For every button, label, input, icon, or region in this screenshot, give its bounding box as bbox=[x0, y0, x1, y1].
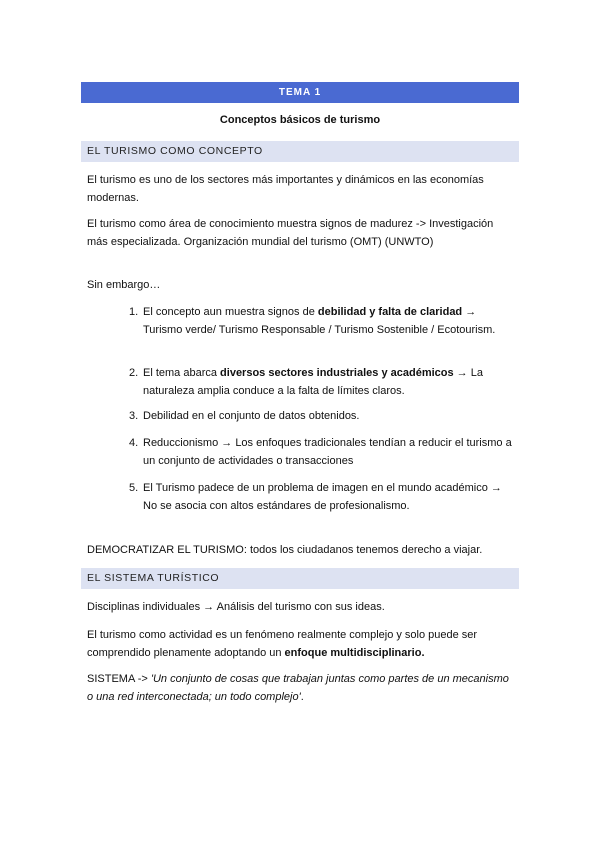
list-text: → Turismo verde/ Turismo Responsable / Turismo Sostenible / Ecotourism. bbox=[143, 306, 496, 336]
list-number: 1. bbox=[129, 306, 139, 318]
list-item bbox=[129, 303, 513, 339]
list-text: Debilidad en el conjunto de datos obtenidos. bbox=[143, 410, 360, 422]
paragraph-text: SISTEMA -> bbox=[87, 673, 151, 685]
paragraph-text-italic: 'Un conjunto de cosas que trabajan juntas como partes de un mecanismo o una red interconectada; un todo complejo' bbox=[87, 673, 509, 703]
list-number: 5. bbox=[129, 482, 139, 494]
list-number: 4. bbox=[129, 437, 139, 449]
paragraph-knowledge-area: El turismo como área de conocimiento muestra signos de madurez -> Investigación más especializada. Organización mundial del turismo (OMT) (UNWTO) bbox=[87, 218, 494, 248]
list-item bbox=[129, 407, 513, 425]
paragraph-text: El turismo como actividad es un fenómeno realmente complejo y solo puede ser comprendido plenamente adoptando un bbox=[87, 629, 478, 659]
list-text-bold: debilidad y falta de claridad bbox=[317, 306, 463, 318]
list-number: 2. bbox=[129, 367, 139, 379]
list-item bbox=[129, 364, 513, 400]
paragraph-text-bold: enfoque multidisciplinario. bbox=[284, 647, 425, 659]
list-number: 3. bbox=[129, 410, 139, 422]
list-text: El Turismo padece de un problema de imagen en el mundo académico → No se asocia con altos estándares de profesionalismo. bbox=[143, 482, 502, 512]
topic-banner: TEMA 1 bbox=[81, 82, 519, 103]
paragraph-system-definition bbox=[87, 670, 513, 706]
list-item bbox=[129, 434, 513, 470]
list-text: El tema abarca bbox=[143, 367, 221, 379]
paragraph-complex-phenomenon bbox=[87, 626, 513, 662]
list-text: Reduccionismo → Los enfoques tradicionales tendían a reducir el turismo a un conjunto de actividades o transacciones bbox=[143, 437, 512, 467]
list-item bbox=[129, 479, 513, 515]
paragraph-disciplines: Disciplinas individuales → Análisis del turismo con sus ideas. bbox=[87, 601, 385, 613]
paragraph-however: Sin embargo… bbox=[87, 279, 161, 291]
list-text-bold: diversos sectores industriales y académicos bbox=[220, 367, 454, 379]
document-subtitle: Conceptos básicos de turismo bbox=[219, 114, 381, 126]
list-text: → La naturaleza amplia conduce a la falta de límites claros. bbox=[143, 367, 483, 397]
paragraph-text: . bbox=[300, 691, 304, 703]
paragraph-intro: El turismo es uno de los sectores más importantes y dinámicos en las economías modernas. bbox=[87, 174, 484, 204]
section-heading-concept: EL TURISMO COMO CONCEPTO bbox=[81, 141, 519, 162]
list-text: El concepto aun muestra signos de bbox=[143, 306, 318, 318]
paragraph-democratize: DEMOCRATIZAR EL TURISMO: todos los ciudadanos tenemos derecho a viajar. bbox=[87, 544, 483, 556]
section-heading-system: EL SISTEMA TURÍSTICO bbox=[81, 568, 519, 589]
